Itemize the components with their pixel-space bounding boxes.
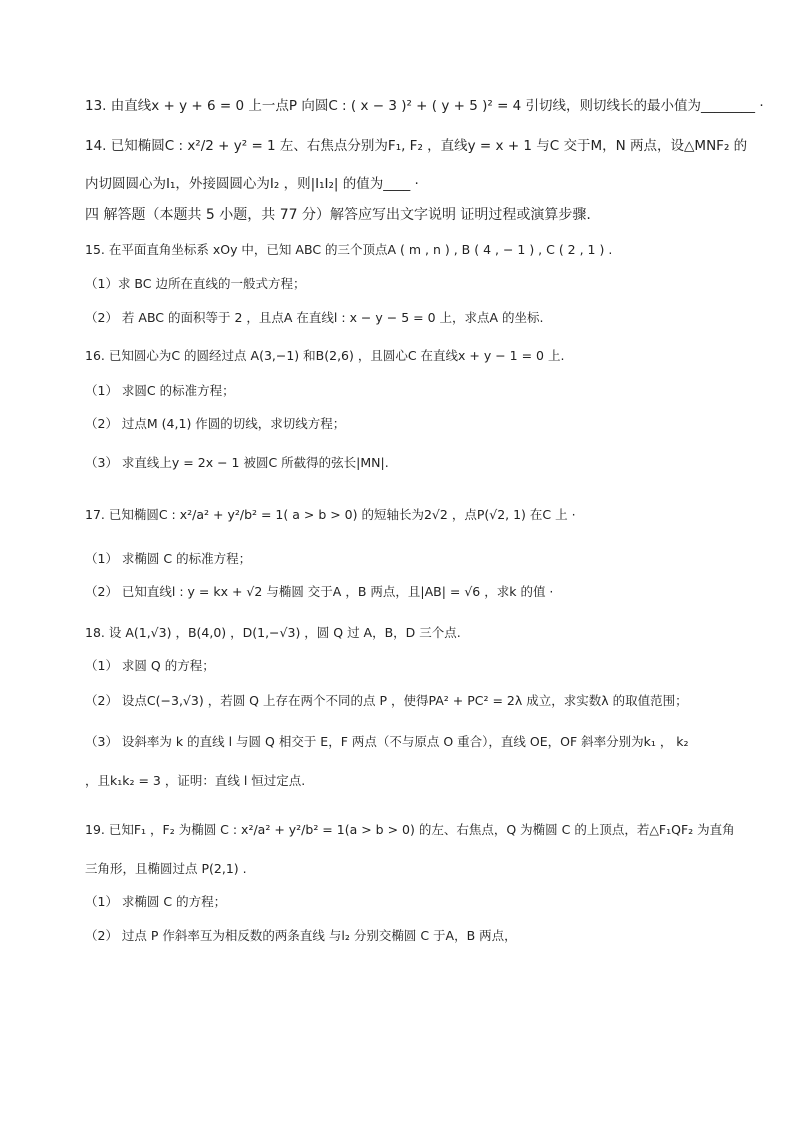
question-17: 17. 已知椭圆C : x²/a² + y²/b² = 1( a > b > 0) 的短轴长为2√2 ，点P(√2, 1) 在C 上 · [85,507,576,522]
question-16-part-3: （3） 求直线上y = 2x − 1 被圆C 所截得的弦长|MN|. [85,455,389,470]
question-18-part-2: （2） 设点C(−3,√3) ，若圆 Q 上存在两个不同的点 P ，使得PA² + PC² = 2λ 成立，求实数λ 的取值范围； [85,693,688,708]
question-17-part-1: （1） 求椭圆 C 的标准方程； [85,551,252,566]
question-18-part-3-line-2: ，且k₁k₂ = 3 ，证明：直线 l 恒过定点. [85,773,306,788]
question-17-part-2: （2） 已知直线l : y = kx + √2 与椭圆 交于A ，B 两点，且|AB| = √6 ，求k 的值 · [85,584,554,599]
question-19-line-2: 三角形，且椭圆过点 P(2,1) . [85,861,247,876]
question-13: 13. 由直线x + y + 6 = 0 上一点P 向圆C : ( x − 3 )² + ( y + 5 )² = 4 引切线，则切线长的最小值为________ · [85,98,764,114]
question-19-part-2: （2） 过点 P 作斜率互为相反数的两条直线 与l₂ 分别交椭圆 C 于A，B 两点， [85,928,517,943]
question-18-part-3-line-1: （3） 设斜率为 k 的直线 l 与圆 Q 相交于 E，F 两点（不与原点 O 重合），直线 OE，OF 斜率分别为k₁ ， k₂ [85,734,689,749]
section-heading: 四 解答题（本题共 5 小题，共 77 分）解答应写出文字说明 证明过程或演算步骤. [85,207,591,223]
question-16-part-2: （2） 过点M (4,1) 作圆的切线，求切线方程； [85,416,346,431]
question-15-part-1: （1）求 BC 边所在直线的一般式方程； [85,276,306,291]
question-16: 16. 已知圆心为C 的圆经过点 A(3,−1) 和B(2,6) ，且圆心C 在直线x + y − 1 = 0 上. [85,348,565,363]
question-15: 15. 在平面直角坐标系 xOy 中，已知 ABC 的三个顶点A ( m , n ) , B ( 4 , − 1 ) , C ( 2 , 1 ) . [85,242,613,257]
question-16-part-1: （1） 求圆C 的标准方程； [85,383,235,398]
question-14-line-2: 内切圆圆心为I₁，外接圆圆心为I₂ ，则|I₁I₂| 的值为____ · [85,176,419,192]
question-18-part-1: （1） 求圆 Q 的方程； [85,658,215,673]
question-19-part-1: （1） 求椭圆 C 的方程； [85,894,227,909]
question-15-part-2: （2） 若 ABC 的面积等于 2 ，且点A 在直线l : x − y − 5 = 0 上，求点A 的坐标. [85,310,544,325]
question-14-line-1: 14. 已知椭圆C : x²/2 + y² = 1 左、右焦点分别为F₁, F₂ ，直线y = x + 1 与C 交于M，N 两点，设△MNF₂ 的 [85,138,748,154]
question-19-line-1: 19. 已知F₁ ，F₂ 为椭圆 C : x²/a² + y²/b² = 1(a > b > 0) 的左、右焦点，Q 为椭圆 C 的上顶点，若△F₁QF₂ 为直角 [85,822,735,837]
question-18: 18. 设 A(1,√3) ，B(4,0) ，D(1,−√3) ，圆 Q 过 A，B，D 三个点. [85,625,461,640]
